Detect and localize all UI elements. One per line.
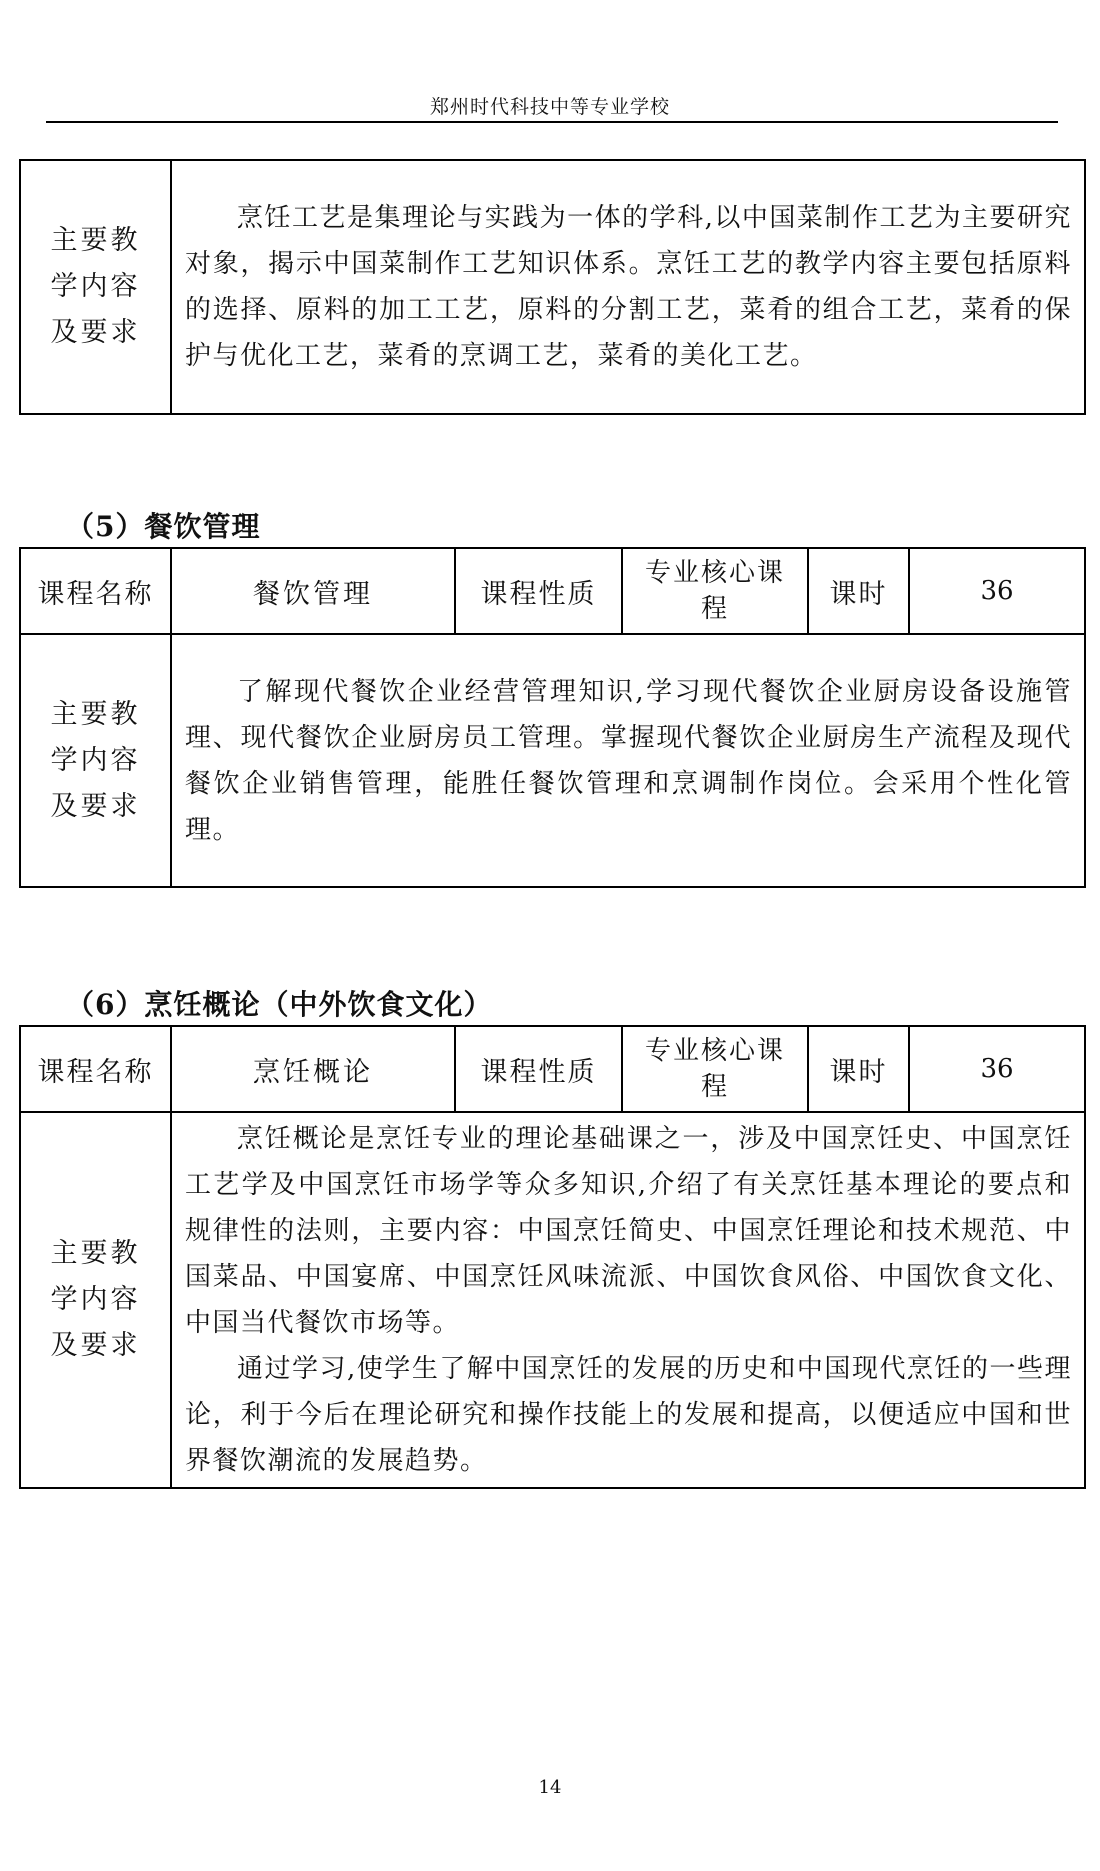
course4-table xyxy=(19,159,1086,415)
page-number: 14 xyxy=(538,1777,562,1798)
course6-name: 烹饪概论 xyxy=(171,1026,455,1112)
course6-hours-label: 课时 xyxy=(808,1026,909,1112)
course4-content-paragraph: 烹饪工艺是集理论与实践为一体的学科,以中国菜制作工艺为主要研究对象，揭示中国菜制作工艺知识体系。烹饪工艺的教学内容主要包括原料的选择、原料的加工工艺，原料的分割工艺，菜肴的组合工艺，菜肴的保护与优化工艺，菜肴的烹调工艺，菜肴的美化工艺。 xyxy=(185,203,1072,371)
course5-content-paragraph: 了解现代餐饮企业经营管理知识,学习现代餐饮企业厨房设备设施管理、现代餐饮企业厨房员工管理。掌握现代餐饮企业厨房生产流程及现代餐饮企业销售管理，能胜任餐饮管理和烹调制作岗位。会采用个性化管理。 xyxy=(185,676,1072,845)
course5-hours-label: 课时 xyxy=(808,548,909,634)
course5-hours: 36 xyxy=(909,548,1085,634)
course5-content xyxy=(171,634,1085,887)
course4-content xyxy=(171,160,1085,414)
course6-content-label: 主要教 学内容 及要求 xyxy=(20,1112,171,1488)
course6-name-label: 课程名称 xyxy=(20,1026,171,1112)
course5-name-label: 课程名称 xyxy=(20,548,171,634)
course6-nature: 专业核心课 程 xyxy=(622,1026,808,1112)
course5-heading: （5）餐饮管理 xyxy=(66,510,261,543)
school-name-header: 郑州时代科技中等专业学校 xyxy=(429,96,670,118)
course5-table xyxy=(19,547,1086,888)
course5-name: 餐饮管理 xyxy=(171,548,455,634)
course6-content xyxy=(171,1112,1085,1488)
course6-content-paragraph-1: 烹饪概论是烹饪专业的理论基础课之一，涉及中国烹饪史、中国烹饪工艺学及中国烹饪市场学等众多知识,介绍了有关烹饪基本理论的要点和规律性的法则，主要内容：中国烹饪简史、中国烹饪理论和技术规范、中国菜品、中国宴席、中国烹饪风味流派、中国饮食风俗、中国饮食文化、中国当代餐饮市场等。 xyxy=(185,1124,1072,1338)
course5-content-label: 主要教 学内容 及要求 xyxy=(20,634,171,887)
header-divider xyxy=(46,121,1058,123)
course6-content-paragraph-2: 通过学习,使学生了解中国烹饪的发展的历史和中国现代烹饪的一些理论，利于今后在理论研究和操作技能上的发展和提高，以便适应中国和世界餐饮潮流的发展趋势。 xyxy=(185,1354,1072,1476)
course6-nature-label: 课程性质 xyxy=(455,1026,622,1112)
course5-nature-label: 课程性质 xyxy=(455,548,622,634)
course6-table xyxy=(19,1025,1086,1489)
course5-nature: 专业核心课 程 xyxy=(622,548,808,634)
course6-hours: 36 xyxy=(909,1026,1085,1112)
course4-content-label: 主要教 学内容 及要求 xyxy=(20,160,171,414)
course6-heading: （6）烹饪概论（中外饮食文化） xyxy=(66,988,493,1021)
